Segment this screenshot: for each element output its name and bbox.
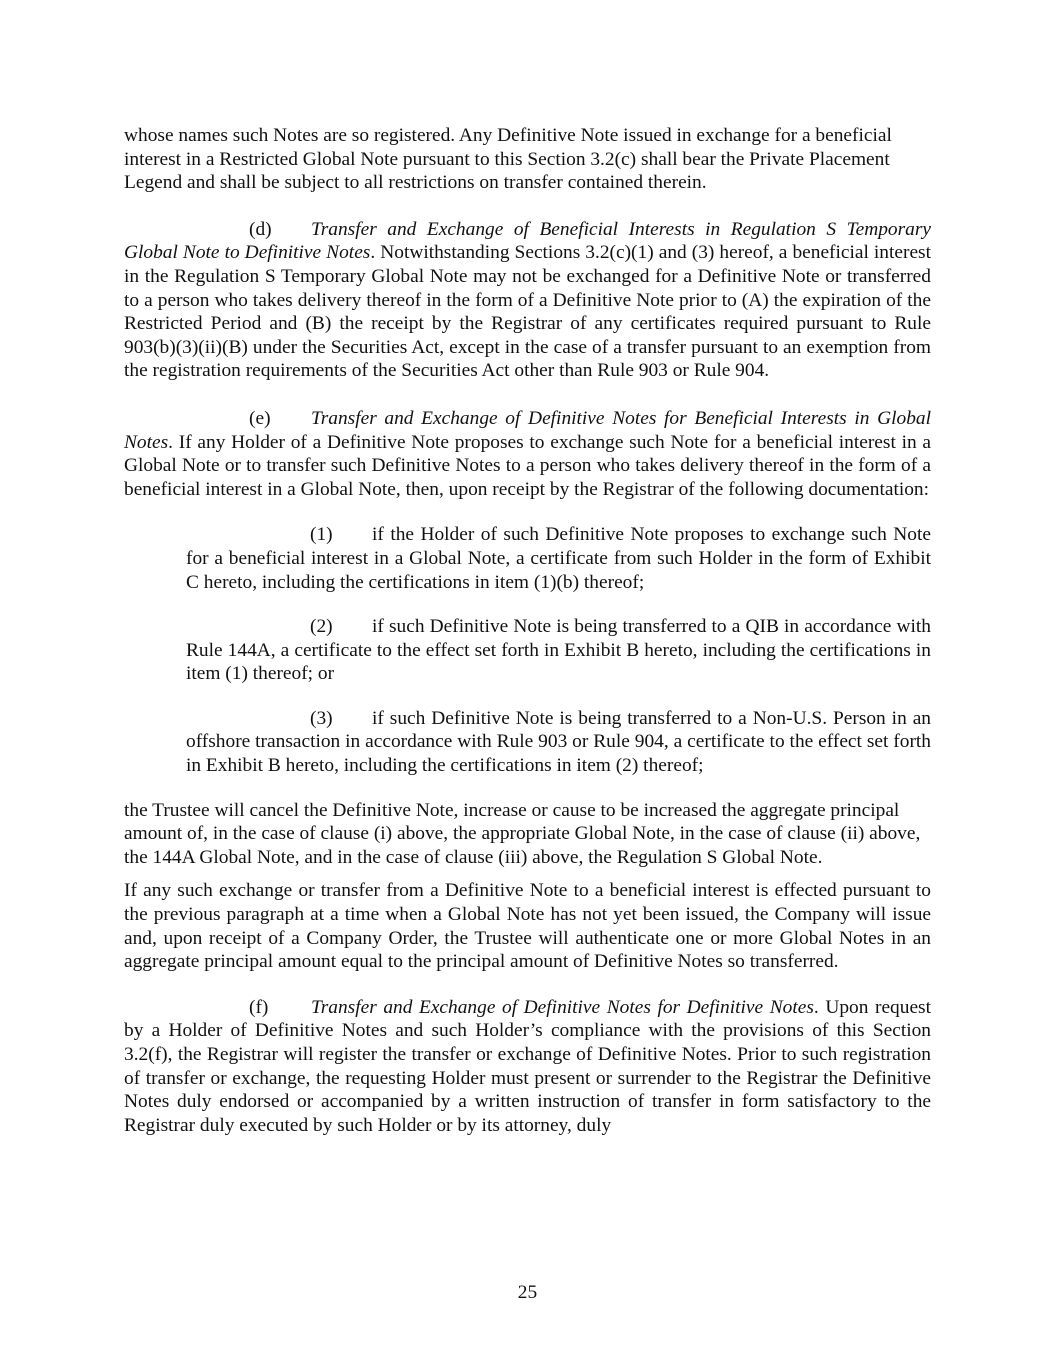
- section-d-paragraph: [124, 218, 931, 383]
- subitem-1: [186, 523, 931, 594]
- section-e-paragraph: [124, 407, 931, 501]
- section-e-body: . If any Holder of a Definitive Note proposes to exchange such Note for a beneficial interest in a Global Note or to transfer such Definitive Notes to a person who takes delivery thereof in the form of a beneficial interest in a Global Note, then, upon receipt by the Registrar of the following documentation:: [124, 431, 931, 500]
- subitem-2-label: (2): [310, 616, 333, 638]
- subitem-1-text: if the Holder of such Definitive Note proposes to exchange such Note for a beneficial interest in a Global Note, a certificate from such Holder in the form of Exhibit C hereto, including the certifications in item (1)(b) thereof;: [186, 524, 931, 593]
- page-number: 25: [517, 1282, 538, 1303]
- section-f-heading: Transfer and Exchange of Definitive Notes for Definitive Notes: [311, 996, 814, 1018]
- section-d-label: (d): [249, 218, 272, 240]
- subitem-2-text: if such Definitive Note is being transferred to a QIB in accordance with Rule 144A, a certificate to the effect set forth in Exhibit B hereto, including the certifications in item (1) thereof; or: [186, 616, 931, 685]
- subitem-3: [186, 707, 931, 778]
- section-f-body: . Upon request by a Holder of Definitive Notes and such Holder’s compliance with the provisions of this Section 3.2(f), the Registrar will register the transfer or exchange of Definitive Notes. Prior to such registration of transfer or exchange, the requesting Holder must present or surrender to the Registrar the Definitive Notes duly endorsed or accompanied by a written instruction of transfer in form satisfactory to the Registrar duly executed by such Holder or by its attorney, duly: [124, 996, 931, 1136]
- section-f-paragraph: [124, 996, 931, 1138]
- section-d-body: . Notwithstanding Sections 3.2(c)(1) and (3) hereof, a beneficial interest in the Regulation S Temporary Global Note may not be exchanged for a Definitive Note or transferred to a person who takes delivery thereof in the form of a Definitive Note prior to (A) the expiration of the Restricted Period and (B) the receipt by the Registrar of any certificates required pursuant to Rule 903(b)(3)(ii)(B) under the Securities Act, except in the case of a transfer pursuant to an exemption from the registration requirements of the Securities Act other than Rule 903 or Rule 904.: [124, 242, 931, 382]
- subitem-3-text: if such Definitive Note is being transferred to a Non-U.S. Person in an offshore transaction in accordance with Rule 903 or Rule 904, a certificate to the effect set forth in Exhibit B hereto, including the certifications in item (2) thereof;: [186, 707, 931, 777]
- subitem-1-label: (1): [310, 524, 333, 546]
- section-e-heading: Transfer and Exchange of Definitive Notes for Beneficial Interests in Global Notes: [124, 407, 931, 453]
- subitem-3-label: (3): [310, 707, 333, 729]
- section-e-label: (e): [249, 407, 271, 429]
- paragraph-continuation: whose names such Notes are so registered. Any Definitive Note issued in exchange for a beneficial interest in a Restricted Global Note pursuant to this Section 3.2(c) shall bear the Private Placement Legend and shall be subject to all restrictions on transfer contained therein.: [124, 125, 892, 194]
- document-page: [124, 124, 931, 1137]
- subitem-2: [186, 615, 931, 686]
- section-d-heading: Transfer and Exchange of Beneficial Interests in Regulation S Temporary Global Note to Definitive Notes: [124, 218, 931, 264]
- trustee-paragraph: the Trustee will cancel the Definitive Note, increase or cause to be increased the aggregate principal amount of, in the case of clause (i) above, the appropriate Global Note, in the case of clause (ii) above, the 144A Global Note, and in the case of clause (iii) above, the Regulation S Global Note.: [124, 799, 921, 868]
- section-f-label: (f): [249, 996, 269, 1018]
- if-any-paragraph: If any such exchange or transfer from a Definitive Note to a beneficial interest is effected pursuant to the previous paragraph at a time when a Global Note has not yet been issued, the Company will issue and, upon receipt of a Company Order, the Trustee will authenticate one or more Global Notes in an aggregate principal amount equal to the principal amount of Definitive Notes so transferred.: [124, 880, 931, 973]
